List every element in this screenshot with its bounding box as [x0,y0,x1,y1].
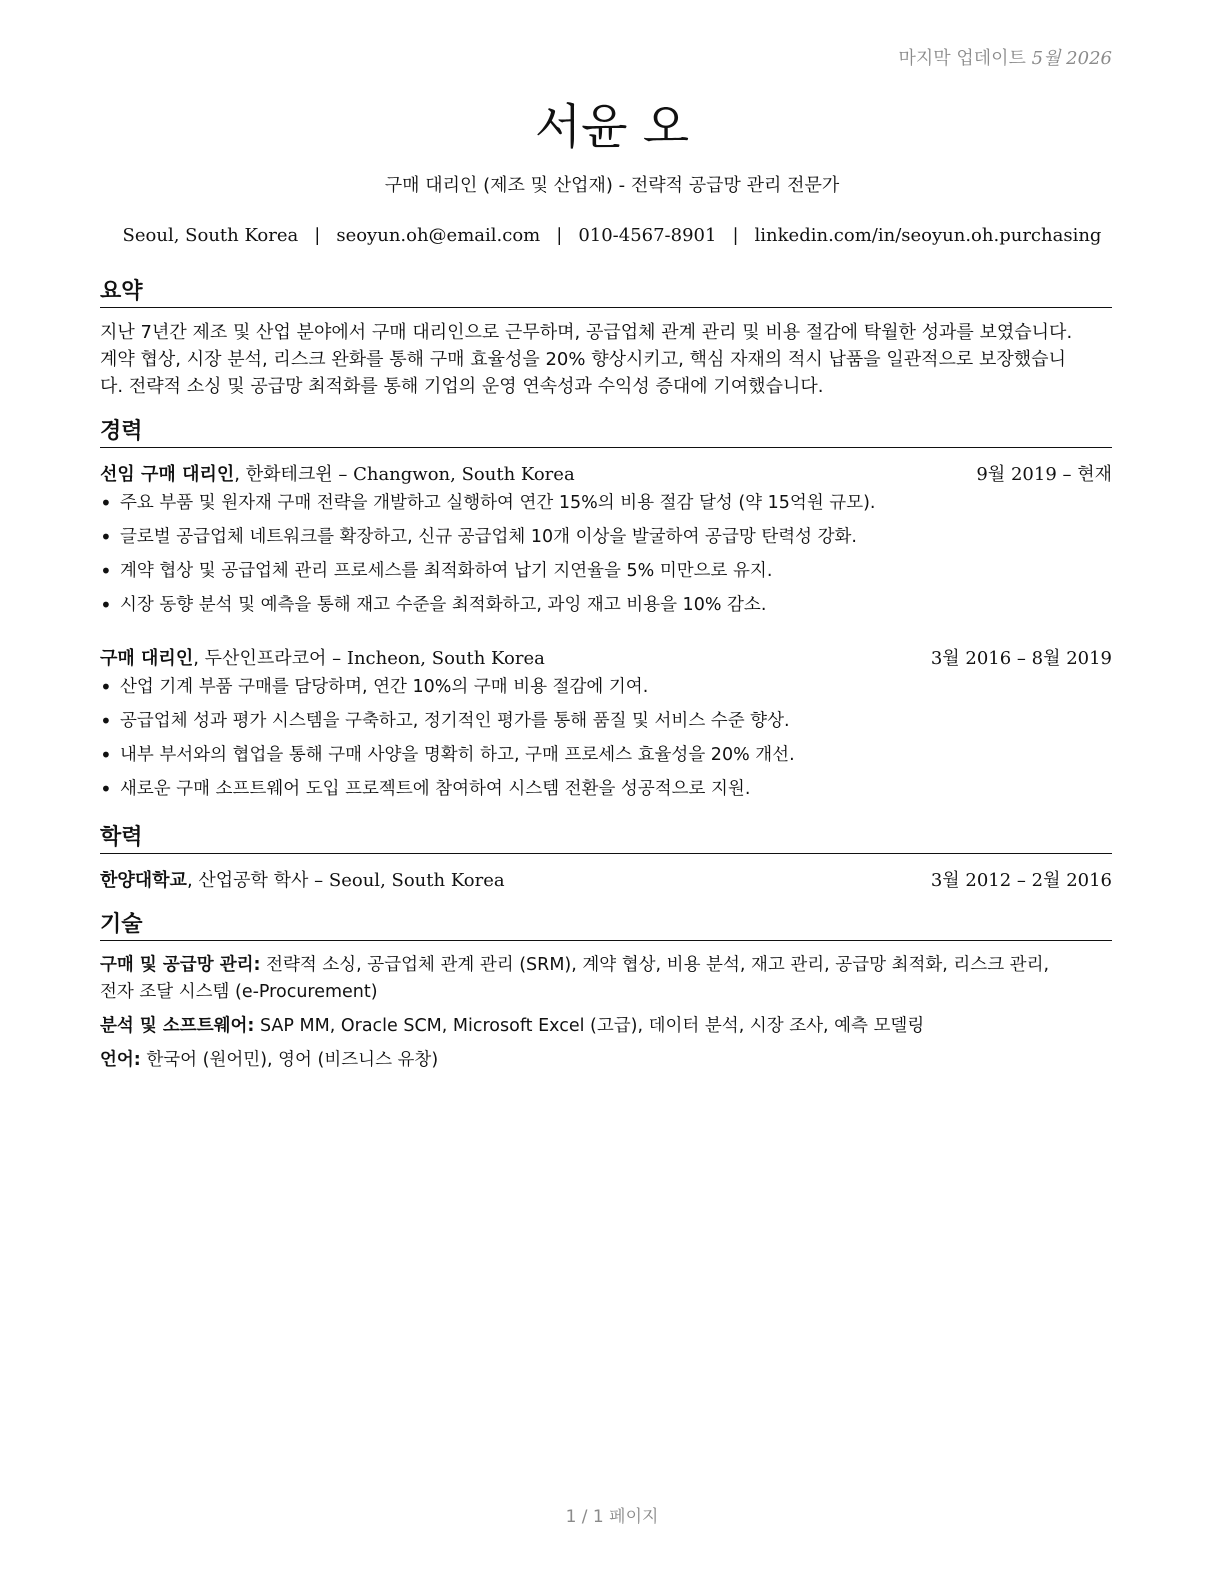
contact-separator: | [314,225,321,246]
bullet-dot-icon: • [100,593,112,617]
job-header [100,644,1112,670]
candidate-title: 구매 대리인 (제조 및 산업재) - 전략적 공급망 관리 전문가 [384,175,840,196]
education-school: 한양대학교 [100,870,187,891]
job-dates: 3월 2016 – 8월 2019 [930,648,1112,669]
last-updated [898,44,1112,70]
bullet-dot-icon: • [100,491,112,515]
bullet-item [100,742,1112,776]
job-title-line [100,644,545,670]
summary-line: 계약 협상, 시장 분석, 리스크 완화를 통해 구매 효율성을 20% 향상시키고, 핵심 자재의 적시 납품을 일관적으로 보장했습니 [100,349,1066,370]
job-role: 선임 구매 대리인 [100,464,235,485]
bullet-dot-icon: • [100,777,112,801]
section-heading-skills: 기술 [100,907,1112,941]
job-bullets [100,674,1112,810]
skills-label: 언어: [100,1050,141,1070]
skills-group [100,952,1130,1006]
job-title-line [100,460,575,486]
contact-separator: | [556,225,563,246]
summary-line: 지난 7년간 제조 및 산업 분야에서 구매 대리인으로 근무하며, 공급업체 관계 관리 및 비용 절감에 탁월한 성과를 보였습니다. [100,322,1073,343]
bullet-text: 새로운 구매 소프트웨어 도입 프로젝트에 참여하여 시스템 전환을 성공적으로 지원. [120,779,751,799]
education-line [100,866,505,892]
job-bullets [100,490,1112,626]
bullet-text: 내부 부서와의 협업을 통해 구매 사양을 명확히 하고, 구매 프로세스 효율성을 20% 개선. [120,745,795,765]
bullet-item [100,592,1112,626]
education-entry [100,866,1112,892]
job-location: – Incheon, South Korea [326,648,545,669]
bullet-item [100,708,1112,742]
skills-line [100,952,1130,979]
bullet-item [100,490,1112,524]
section-heading-summary: 요약 [100,274,1112,308]
bullet-item [100,558,1112,592]
skills-text: SAP MM, Oracle SCM, Microsoft Excel (고급), 데이터 분석, 시장 조사, 예측 모델링 [254,1016,925,1036]
contact-location: Seoul, South Korea [122,225,299,246]
last-updated-date: 5월 2026 [1031,48,1112,69]
contact-email[interactable]: seoyun.oh@email.com [336,225,541,246]
job-dates: 9월 2019 – 현재 [976,464,1112,485]
contact-separator: | [732,225,739,246]
contact-phone: 010-4567-8901 [578,225,717,246]
bullet-text: 주요 부품 및 원자재 구매 전략을 개발하고 실행하여 연간 15%의 비용 절감 달성 (약 15억원 규모). [120,493,876,513]
job-company: , 두산인프라코어 [193,648,327,669]
education-dates: 3월 2012 – 2월 2016 [930,870,1112,891]
education-degree: , 산업공학 학사 [186,870,309,891]
bullet-text: 글로벌 공급업체 네트워크를 확장하고, 신규 공급업체 10개 이상을 발굴하여 공급망 탄력성 강화. [120,527,857,547]
bullet-dot-icon: • [100,675,112,699]
skills-label: 분석 및 소프트웨어: [100,1016,255,1036]
section-heading-experience: 경력 [100,414,1112,448]
education-location: – Seoul, South Korea [308,870,505,891]
contact-line [0,225,1224,246]
bullet-dot-icon: • [100,743,112,767]
bullet-item [100,524,1112,558]
contact-linkedin[interactable]: linkedin.com/in/seoyun.oh.purchasing [754,225,1102,246]
bullet-dot-icon: • [100,559,112,583]
bullet-text: 시장 동향 분석 및 예측을 통해 재고 수준을 최적화하고, 과잉 재고 비용을 10% 감소. [120,595,767,615]
bullet-dot-icon: • [100,709,112,733]
job-role: 구매 대리인 [100,648,194,669]
job-header [100,460,1112,486]
skills-line: 전자 조달 시스템 (e-Procurement) [100,982,378,1002]
bullet-text: 산업 기계 부품 구매를 담당하며, 연간 10%의 구매 비용 절감에 기여. [120,677,649,697]
last-updated-label: 마지막 업데이트 [898,48,1026,69]
bullet-dot-icon: • [100,525,112,549]
skills-label: 구매 및 공급망 관리: [100,955,261,975]
skills-group [100,1013,1124,1040]
summary-line: 다. 전략적 소싱 및 공급망 최적화를 통해 기업의 운영 연속성과 수익성 증대에 기여했습니다. [100,376,824,397]
bullet-item [100,776,1112,810]
candidate-name: 서윤 오 [534,99,690,155]
summary-text [100,319,1124,400]
bullet-item [100,674,1112,708]
skills-text: 전략적 소싱, 공급업체 관계 관리 (SRM), 계약 협상, 비용 분석, 재고 관리, 공급망 최적화, 리스크 관리, [260,955,1050,975]
skills-group [100,1047,1124,1074]
bullet-text: 계약 협상 및 공급업체 관리 프로세스를 최적화하여 납기 지연율을 5% 미만으로 유지. [120,561,773,581]
skills-text: 한국어 (원어민), 영어 (비즈니스 유창) [140,1050,439,1070]
job-location: – Changwon, South Korea [332,464,575,485]
page-number: 1 / 1 페이지 [565,1507,659,1527]
section-heading-education: 학력 [100,820,1112,854]
job-company: , 한화테크윈 [234,464,333,485]
bullet-text: 공급업체 성과 평가 시스템을 구축하고, 정기적인 평가를 통해 품질 및 서비스 수준 향상. [120,711,790,731]
